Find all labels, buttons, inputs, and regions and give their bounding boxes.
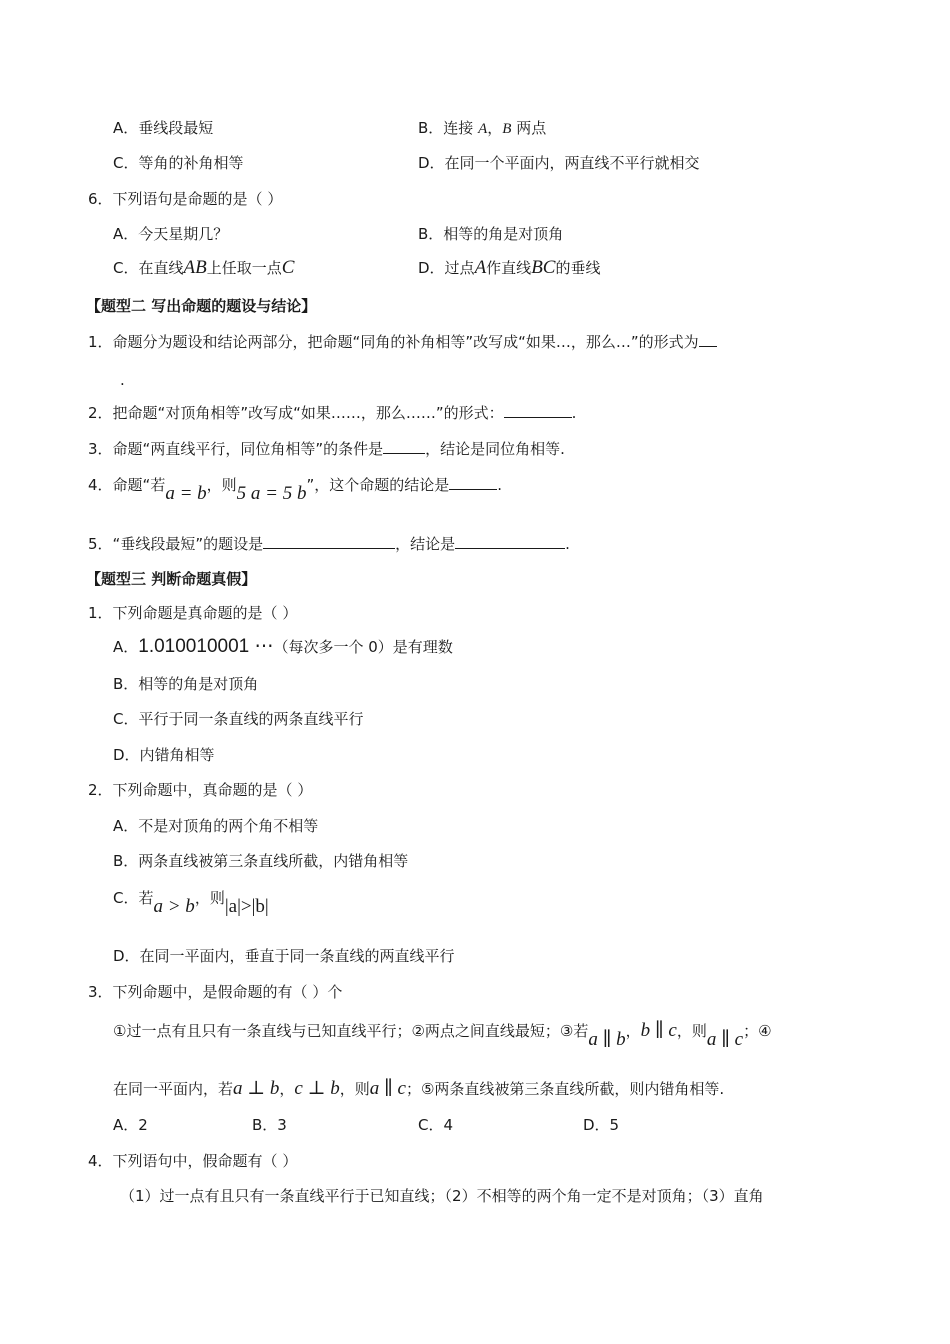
s3-q1-option-b: B．相等的角是对顶角 bbox=[113, 675, 259, 693]
s3-q3-option-b: B．3 bbox=[252, 1116, 287, 1134]
s3-q4-line1: （1）过一点有且只有一条直线平行于已知直线；（2）不相等的两个角一定不是对顶角；（3）直角 bbox=[120, 1187, 764, 1205]
s3-q2-option-c: C．若a > b，则|a|>|b| bbox=[113, 889, 269, 917]
s3-q1-option-c: C．平行于同一条直线的两条直线平行 bbox=[113, 710, 364, 728]
s3-q4-stem: 4．下列语句中，假命题有（ ） bbox=[88, 1152, 298, 1170]
option-b: B．连接 A，B 两点 bbox=[418, 119, 547, 137]
q6-option-a: A．今天星期几？ bbox=[113, 225, 229, 243]
s3-q2-option-d: D．在同一平面内，垂直于同一条直线的两直线平行 bbox=[113, 947, 455, 965]
q6-option-d: D．过点A作直线BC的垂线 bbox=[418, 257, 601, 278]
q6-option-c: C．在直线AB上任取一点C bbox=[113, 257, 295, 278]
s3-q2-stem: 2．下列命题中，真命题的是（ ） bbox=[88, 781, 313, 799]
s3-q2-option-b: B．两条直线被第三条直线所截，内错角相等 bbox=[113, 852, 409, 870]
section2-title: 【题型二 写出命题的题设与结论】 bbox=[86, 297, 317, 315]
option-c: C．等角的补角相等 bbox=[113, 154, 244, 172]
s2-q1-line1: 1．命题分为题设和结论两部分，把命题“同角的补角相等”改写成“如果…，那么…”的形式为 bbox=[88, 331, 717, 352]
s3-q1-option-d: D．内错角相等 bbox=[113, 746, 215, 764]
s3-q3-line2: 在同一平面内，若a ⊥ b，c ⊥ b，则a ∥ c；⑤两条直线被第三条直线所截，则内错角相等. bbox=[113, 1078, 725, 1099]
q6-option-b: B．相等的角是对顶角 bbox=[418, 225, 564, 243]
s3-q3-option-c: C．4 bbox=[418, 1116, 454, 1134]
s3-q3-option-d: D．5 bbox=[583, 1116, 620, 1134]
s2-q4: 4．命题“若a = b，则5 a = 5 b”，这个命题的结论是 . bbox=[88, 476, 503, 504]
s3-q3-stem: 3．下列命题中，是假命题的有（ ）个 bbox=[88, 983, 343, 1001]
s2-q1-line2: . bbox=[120, 371, 125, 389]
q6-stem: 6．下列语句是命题的是（ ） bbox=[88, 190, 283, 208]
option-d: D．在同一个平面内，两直线不平行就相交 bbox=[418, 154, 700, 172]
s3-q3-line1: ①过一点有且只有一条直线与已知直线平行；②两点之间直线最短；③若a ∥ b，b ∥ c，则a ∥ c；④ bbox=[113, 1020, 772, 1050]
s3-q1-stem: 1．下列命题是真命题的是（ ） bbox=[88, 604, 298, 622]
s3-q2-option-a: A．不是对顶角的两个角不相等 bbox=[113, 817, 319, 835]
option-a: A．垂线段最短 bbox=[113, 119, 214, 137]
section3-title: 【题型三 判断命题真假】 bbox=[86, 570, 257, 588]
s2-q5: 5．“垂线段最短”的题设是 ，结论是 . bbox=[88, 535, 570, 553]
s2-q2: 2．把命题“对顶角相等”改写成“如果……，那么……”的形式： . bbox=[88, 404, 577, 422]
s3-q3-option-a: A．2 bbox=[113, 1116, 148, 1134]
s2-q3: 3．命题“两直线平行，同位角相等”的条件是 ，结论是同位角相等. bbox=[88, 440, 565, 458]
s3-q1-option-a: A．1.010010001 ⋯（每次多一个 0）是有理数 bbox=[113, 636, 453, 657]
